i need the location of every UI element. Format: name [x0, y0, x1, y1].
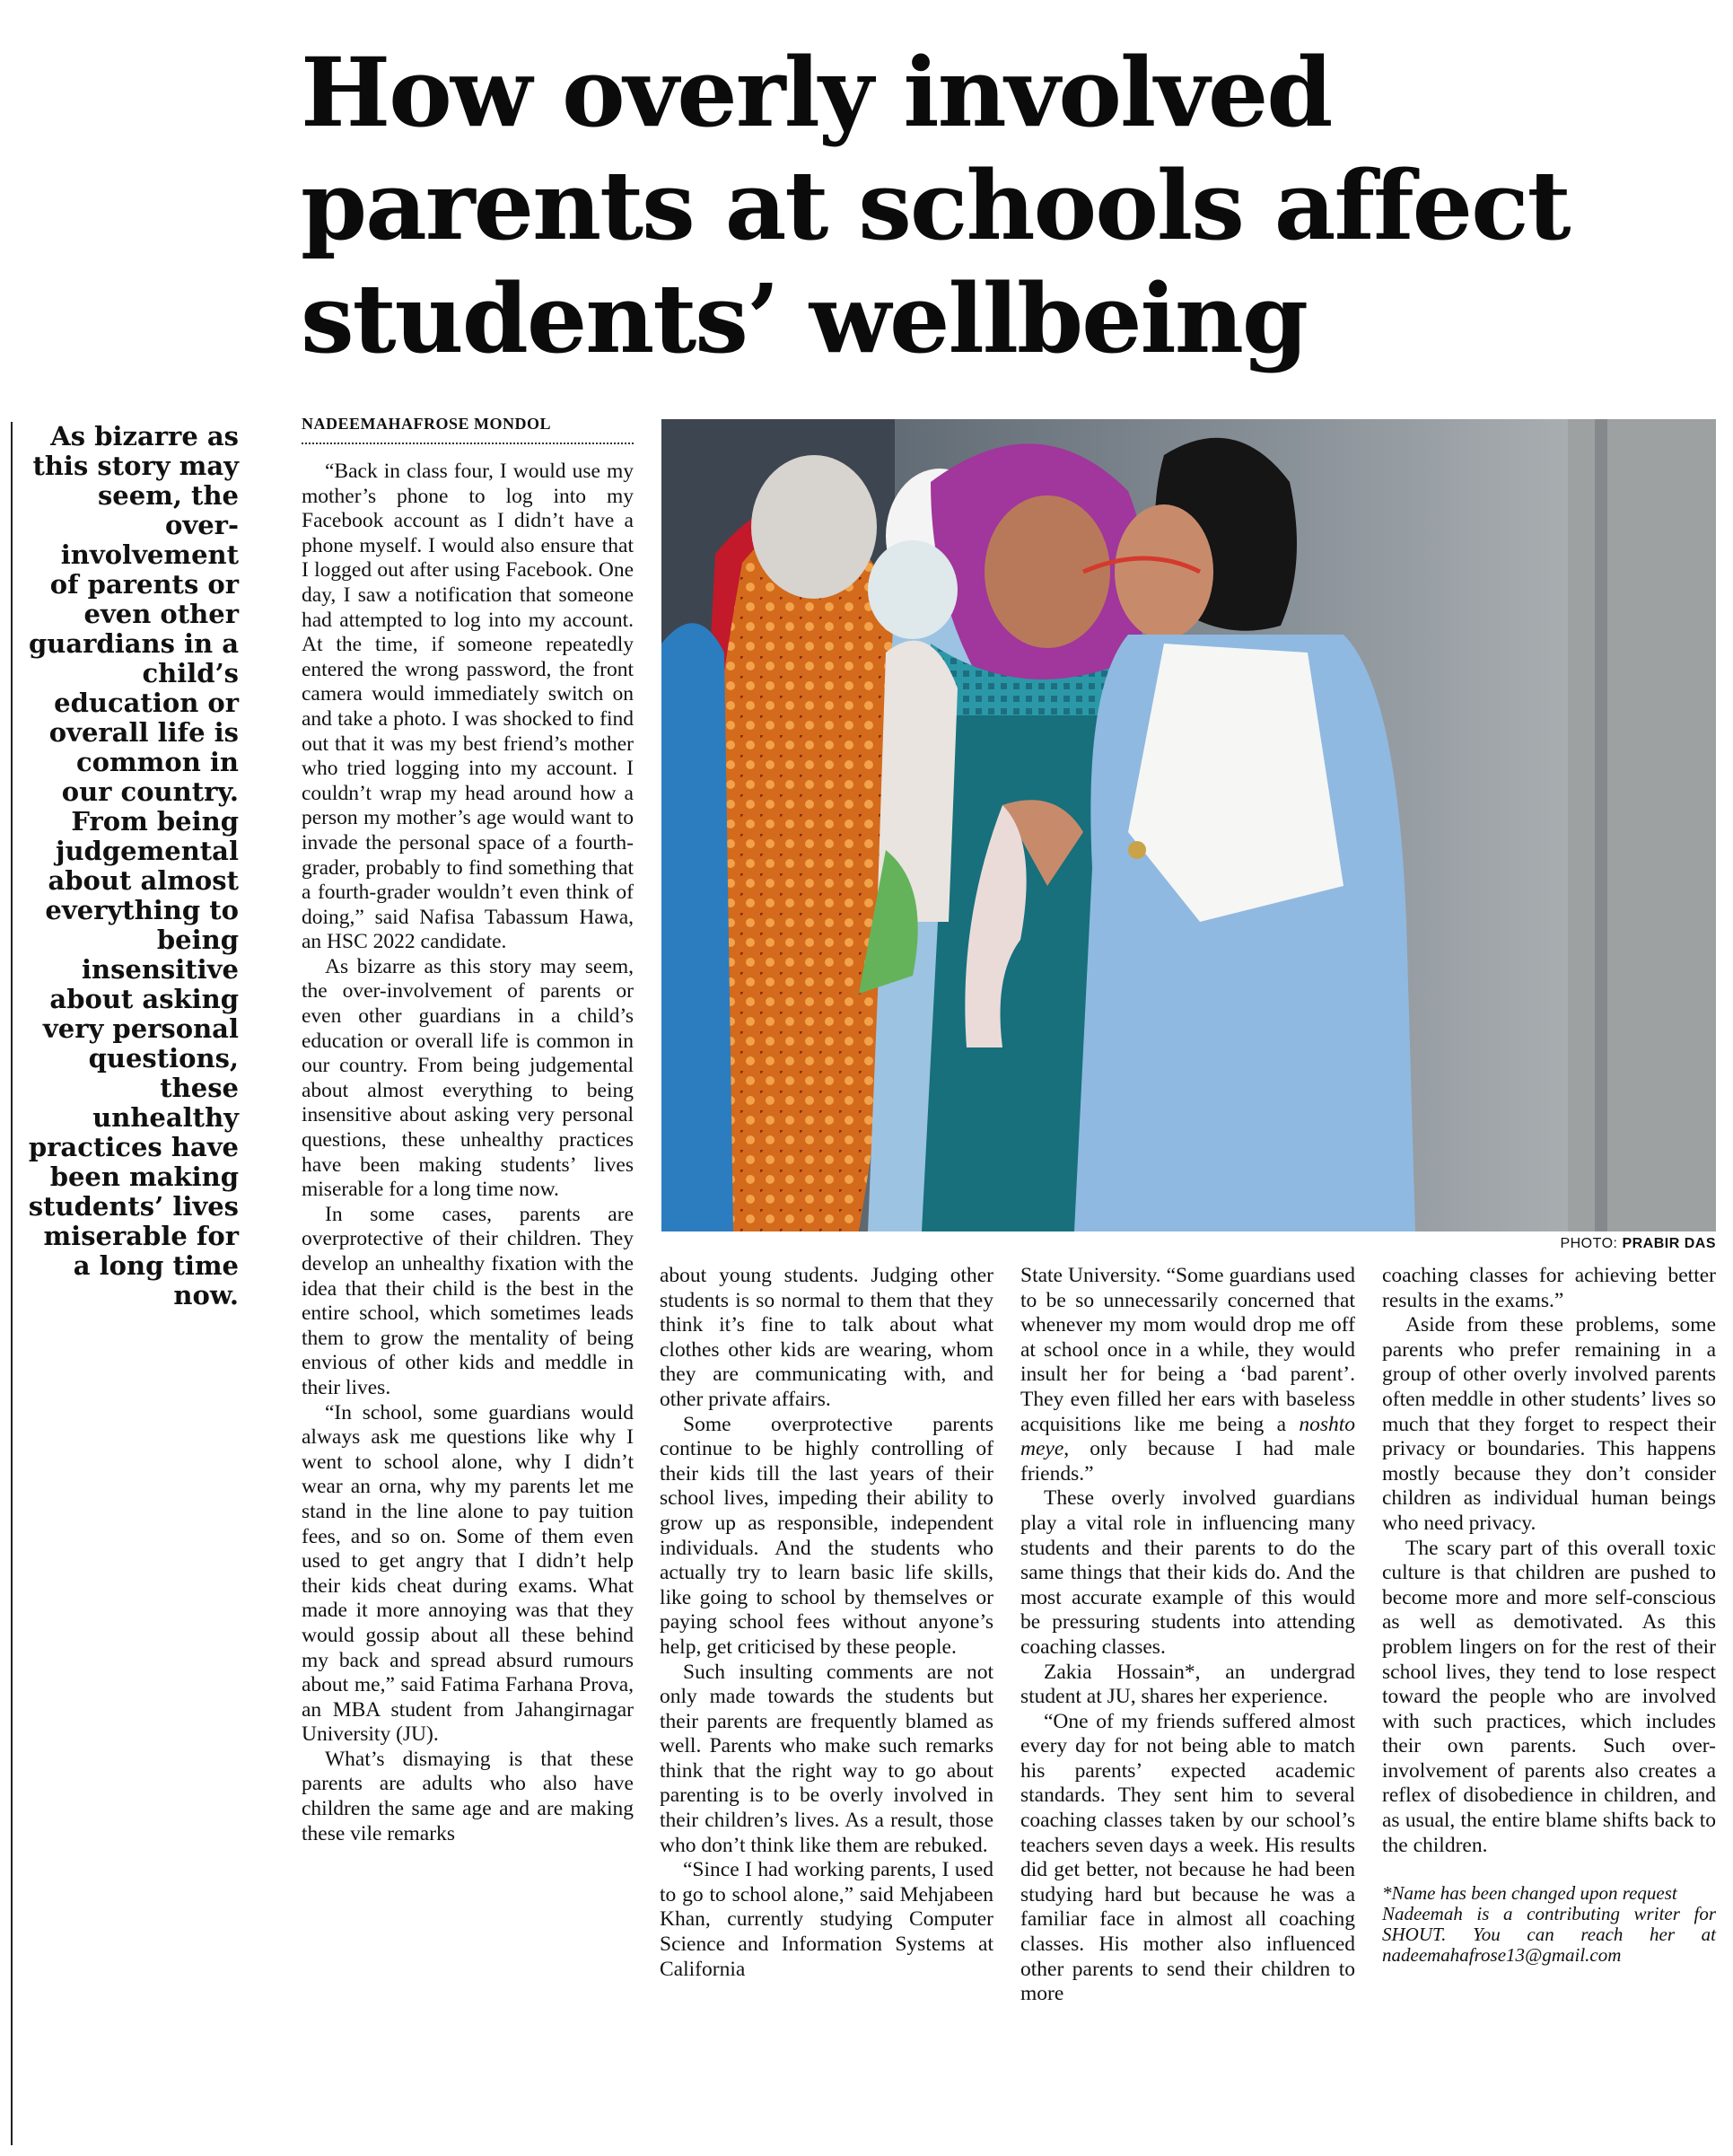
column-1 [302, 460, 634, 1846]
paragraph: Such insulting comments are not only made towards the students but their parents are frequently blamed as well. Parents who make such remarks think that the right way to go about parenting is to be overly involved in their children’s lives. As a result, those who don’t think like them are rebuked. [660, 1660, 993, 1857]
column-4 [1382, 1264, 1716, 1966]
column-3 [1020, 1264, 1355, 2007]
author-note: Nadeemah is a contributing writer for SHOUT. You can reach her at nadeemahafrose13@gmail.com [1382, 1903, 1716, 1967]
paragraph: These overly involved guardians play a vital role in influencing many students and their parents to do the same things that their kids do. And the most accurate example of this would be pressuring students into attending coaching classes. [1020, 1486, 1355, 1659]
photo-credit-name: PRABIR DAS [1622, 1236, 1716, 1251]
paragraph: As bizarre as this story may seem, the over-involvement of parents or even other guardians in a child’s education or overall life is common in our country. From being judgemental about almost everything to being insensitive about asking very personal questions, these unhealthy practices have been making students’ lives miserable for a long time now. [302, 954, 634, 1202]
paragraph: “One of my friends suffered almost every day for not being able to match his parents’ expected academic standards. They sent him to several coaching classes taken by our school’s teachers seven days a week. His results did get better, not because he had been studying hard but because he was a familiar face in almost all coaching classes. His mother also influenced other parents to send their children to more [1020, 1709, 1355, 2006]
column-2 [660, 1264, 993, 1982]
paragraph: “In school, some guardians would always ask me questions like why I went to school alone, why I didn’t wear an orna, why my parents let me stand in the line alone to pay tuition fees, and so on. Some of them even used to get angry that I didn’t help their kids cheat during exams. What made it more annoying was that they would gossip about all these behind my back and spread absurd rumours about me,” said Fatima Farhana Prova, an MBA student from Jahangirnagar University (JU). [302, 1400, 634, 1747]
paragraph: coaching classes for achieving better results in the exams.” [1382, 1264, 1716, 1312]
headline: How overly involved parents at schools affect students’ wellbeing [301, 36, 1570, 374]
paragraph-text: , only because I had male friends.” [1020, 1437, 1355, 1486]
photo-credit-label: PHOTO: [1560, 1236, 1618, 1251]
byline: NADEEMAHAFROSE MONDOL [302, 415, 634, 444]
paragraph: Aside from these problems, some parents who prefer remaining in a group of other overly involved parents often meddle in other students’ lives so much that they forget to respect their privacy or boundaries. This happens mostly because they don’t consider children as individual human beings who need privacy. [1382, 1313, 1716, 1535]
paragraph: The scary part of this overall toxic culture is that children are pushed to become more and more self-conscious as well as demotivated. As this problem lingers on for the rest of their school lives, they tend to lose respect toward the people who are involved with such practices, which includes their own parents. Such over-involvement of parents also creates a reflex of disobedience in children, and as usual, the entire blame shifts back to the children. [1382, 1536, 1716, 1857]
paragraph-text: State University. “Some guardians used to be so unnecessarily concerned that whenever my mom would drop me off at school once in a while, they would insult her for being a ‘bad parent’. They even filled her ears with baseless acquisitions like me being a [1020, 1264, 1355, 1436]
paragraph: Zakia Hossain*, an undergrad student at JU, shares her experience. [1020, 1660, 1355, 1709]
paragraph: What’s dismaying is that these parents are adults who also have children the same age and are making these vile remarks [302, 1747, 634, 1845]
paragraph [1020, 1264, 1355, 1486]
italic-term: noshto meye [1020, 1412, 1355, 1461]
article-photo [661, 419, 1716, 1231]
paragraph: about young students. Judging other students is so normal to them that they think it’s fine to talk about what clothes other kids are wearing, whom they are communicating with, and other private affairs. [660, 1264, 993, 1411]
paragraph: “Back in class four, I would use my mother’s phone to log into my Facebook account as I didn’t have a phone myself. I would also ensure that I logged out after using Facebook. One day, I saw a notification that someone had attempted to log into my account. At the time, if someone repeatedly entered the wrong password, the front camera would immediately switch on and take a photo. I was shocked to find out that it was my best friend’s mother who tried logging into my account. I couldn’t wrap my head around how a person my mother’s age would want to invade the personal space of a fourth-grader, probably to find something that a fourth-grader wouldn’t even think of doing,” said Nafisa Tabassum Hawa, an HSC 2022 candidate. [302, 460, 634, 954]
paragraph: “Since I had working parents, I used to go to school alone,” said Mehjabeen Khan, currently studying Computer Science and Information Systems at California [660, 1858, 993, 1981]
pull-quote-rule [11, 422, 13, 2145]
paragraph: Some overprotective parents continue to be highly controlling of their kids till the last years of their school lives, impeding their ability to grow up as responsible, independent individuals. And the students who actually try to learn basic life skills, like going to school by themselves or paying school fees without anyone’s help, get criticised by these people. [660, 1412, 993, 1659]
paragraph: In some cases, parents are overprotective of their children. They develop an unhealthy fixation with the idea that their child is the best in the entire school, which sometimes leads them to grow the mentality of being envious of other kids and meddle in their lives. [302, 1202, 634, 1399]
footnote: *Name has been changed upon request [1382, 1882, 1677, 1905]
photo-illustration [661, 419, 1716, 1231]
pull-quote: As bizarre as this story may seem, the over-involvement of parents or even other guardians in a child’s education or overall life is common in our country. From being judgemental about almost everything to being insensitive about asking very personal questions, these unhealthy practices have been making students’ lives miserable for a long time now. [28, 421, 239, 1310]
photo-credit [1560, 1236, 1716, 1252]
